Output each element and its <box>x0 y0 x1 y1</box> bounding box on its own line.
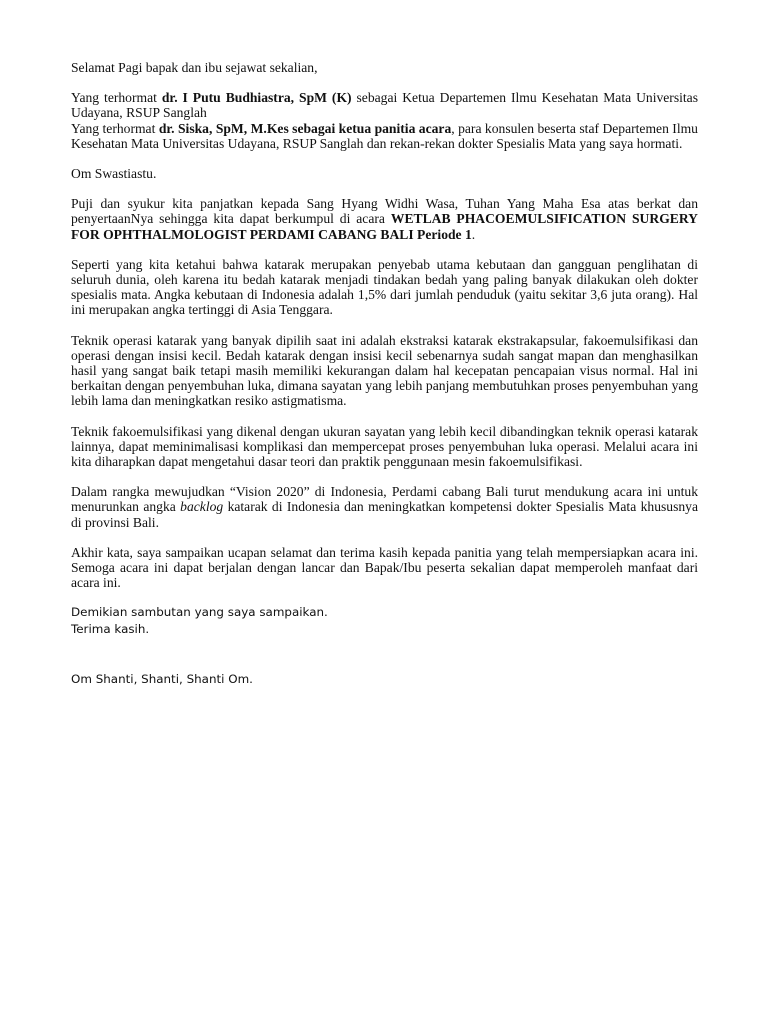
phaco-paragraph: Teknik fakoemulsifikasi yang dikenal dengan ukuran sayatan yang lebih kecil dibandingkan teknik operasi katarak lainnya, dapat meminimalisasi komplikasi dan mempercepat proses penyembuhan luka operasi. Melalui acara ini kita diharapkan dapat mengetahui dasar teori dan praktik penggunaan mesin fakoemulsifikasi. <box>71 423 698 470</box>
address-chair-prefix: Yang terhormat <box>71 90 162 106</box>
intro-text: Puji dan syukur kita panjatkan kepada Sang Hyang Widhi Wasa, Tuhan Yang Maha Esa atas berkat dan penyertaanNya sehingga kita dapat berkumpul di acara <box>71 196 698 227</box>
intro-end: . <box>471 226 476 242</box>
technique-paragraph: Teknik operasi katarak yang banyak dipilih saat ini adalah ekstraksi katarak ekstrakapsular, fakoemulsifikasi dan operasi dengan insisi kecil. Bedah katarak dengan insisi kecil sebenarnya sudah sangat mapan dan menghasilkan hasil yang sangat baik tetapi masih memiliki kekurangan dalam hal kecepatan pencapaian visus normal. Hal ini berkaitan dengan penyembuhan luka, dimana sayatan yang lebih panjang membutuhkan proses penyembuhan yang lebih lama dan meningkatkan resiko astigmatisma. <box>71 332 698 409</box>
greeting: Selamat Pagi bapak dan ibu sejawat sekalian, <box>71 60 318 75</box>
vision-before: Dalam rangka mewujudkan “Vision 2020” di Indonesia, Perdami cabang Bali turut mendukung acara ini untuk menurunkan angka <box>71 484 698 515</box>
intro-paragraph <box>71 196 698 242</box>
vision-paragraph <box>71 484 698 530</box>
closing-paragraph: Akhir kata, saya sampaikan ucapan selamat dan terima kasih kepada panitia yang telah mempersiapkan acara ini. Semoga acara ini dapat berjalan dengan lancar dan Bapak/Ibu peserta sekalian dapat memperoleh manfaat dari acara ini. <box>71 544 698 591</box>
address-committee <box>71 121 698 151</box>
vision-after: katarak di Indonesia dan meningkatkan kompetensi dokter Spesialis Mata khususnya di provinsi Bali. <box>71 499 698 530</box>
address-chair-name: dr. I Putu Budhiastra, SpM (K) <box>161 90 352 106</box>
vision-italic: backlog <box>180 499 224 515</box>
address-chair <box>71 90 698 120</box>
event-name: WETLAB PHACOEMULSIFICATION SURGERY FOR OPHTHALMOLOGIST PERDAMI CABANG BALI Periode 1 <box>71 211 698 242</box>
opening-salutation: Om Swastiastu. <box>71 166 157 182</box>
address-committee-suffix: , para konsulen beserta staf Departemen Ilmu Kesehatan Mata Universitas Udayana, RSUP Sanglah dan rekan-rekan dokter Spesialis Mata yang saya hormati. <box>71 120 698 151</box>
cataract-paragraph: Seperti yang kita ketahui bahwa katarak merupakan penyebab utama kebutaan dan gangguan penglihatan di seluruh dunia, oleh karena itu bedah katarak menjadi tindakan bedah yang paling banyak dilakukan oleh dokter spesialis mata. Angka kebutaan di Indonesia adalah 1,5% dari jumlah penduduk (yaitu sekitar 3,6 juta orang). Hal ini merupakan angka tertinggi di Asia Tenggara. <box>71 256 698 318</box>
closing-line-1: Demikian sambutan yang saya sampaikan. <box>71 605 328 620</box>
final-salutation: Om Shanti, Shanti, Shanti Om. <box>71 672 253 687</box>
address-committee-name: dr. Siska, SpM, M.Kes sebagai ketua panitia acara <box>158 120 452 136</box>
letter-page <box>71 60 698 688</box>
closing-line-2: Terima kasih. <box>71 622 150 637</box>
address-chair-suffix: sebagai Ketua Departemen Ilmu Kesehatan Mata Universitas Udayana, RSUP Sanglah <box>71 90 698 121</box>
address-committee-prefix: Yang terhormat <box>71 120 159 136</box>
